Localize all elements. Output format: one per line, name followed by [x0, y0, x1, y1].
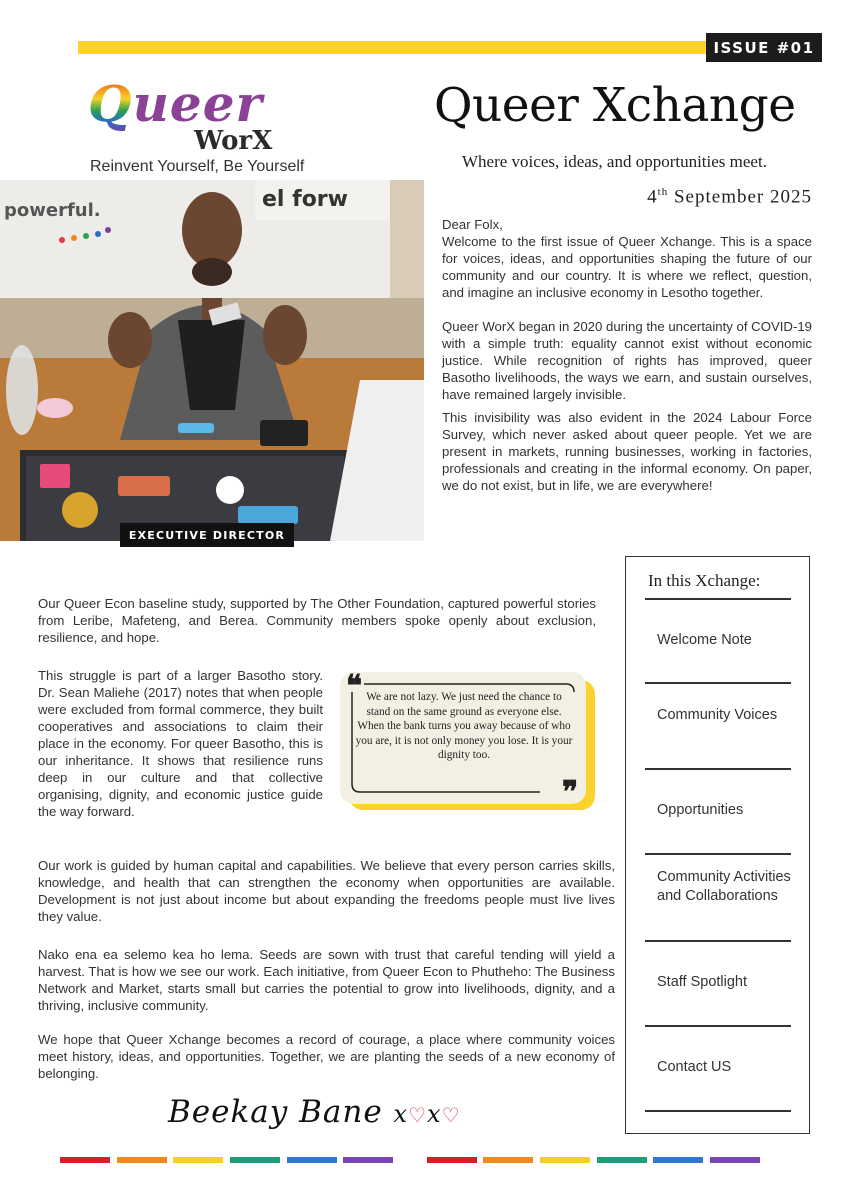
letter-greeting: Dear Folx,	[442, 217, 503, 232]
body-paragraph-8: We hope that Queer Xchange becomes a record of courage, a place where community voices meet history, ideas, and opportunities. Together, we are planting the seeds of a new economy of belonging.	[38, 1032, 615, 1081]
rainbow-stripe-red	[60, 1157, 110, 1163]
toc-divider	[645, 940, 791, 942]
letter-paragraph-1: Welcome to the first issue of Queer Xchange. This is a space for voices, ideas, and opportunities shaping the future of our community and our country. It is where we reflect, question, and imagine an inclusive economy in Lesotho together.	[442, 234, 812, 300]
newsletter-subtitle: Where voices, ideas, and opportunities meet.	[462, 152, 767, 171]
executive-director-photo	[0, 180, 424, 541]
toc-divider	[645, 768, 791, 770]
newsletter-title: Queer Xchange	[434, 78, 796, 133]
pull-quote	[340, 669, 586, 810]
heart-icon: ♡	[441, 1103, 461, 1127]
toc-divider	[645, 598, 791, 600]
queer-worx-logo	[88, 74, 388, 178]
quote-open-icon: ❝	[346, 669, 363, 704]
rainbow-stripe-blue	[287, 1157, 337, 1163]
rainbow-stripe-yellow	[540, 1157, 590, 1163]
logo-worx: WorX	[194, 126, 273, 156]
issue-badge: ISSUE #01	[706, 33, 822, 62]
toc-item-contact-us[interactable]: Contact US	[657, 1059, 732, 1075]
body-paragraph-7: Nako ena ea selemo kea ho lema. Seeds are sown with trust that careful tending will yield a harvest. That is how we see our work. Each initiative, from Queer Econ to Phutheho: The Business Network and Market, starts small but carries the potential to grow into livelihoods, dignity, and a thriving, inclusive community.	[38, 947, 615, 1013]
logo-wordmark: Queer	[88, 74, 263, 133]
rainbow-stripe-green	[597, 1157, 647, 1163]
table-of-contents	[625, 556, 810, 1134]
rainbow-stripe-yellow	[173, 1157, 223, 1163]
svg-text:powerful.: powerful.	[4, 200, 101, 221]
toc-divider	[645, 853, 791, 855]
body-paragraph-4: Our Queer Econ baseline study, supported by The Other Foundation, captured powerful stories from Leribe, Mafeteng, and Berea. Community members spoke openly about exclusion, resilience, and hope.	[38, 596, 596, 645]
toc-divider	[645, 682, 791, 684]
toc-item-community-activities[interactable]: Community Activities and Collaborations	[657, 869, 791, 904]
issue-date: 4th September 2025	[647, 186, 812, 208]
quote-text: We are not lazy. We just need the chance to stand on the same ground as everyone else. When the bank turns you away because of who you are, it is not only money you lose. It is your dignity too.	[355, 691, 573, 761]
toc-divider	[645, 1025, 791, 1027]
photo-caption: EXECUTIVE DIRECTOR	[120, 523, 294, 547]
toc-item-opportunities[interactable]: Opportunities	[657, 802, 744, 818]
svg-text:el forw: el forw	[262, 187, 348, 212]
top-accent-bar	[78, 41, 728, 54]
toc-divider	[645, 1110, 791, 1112]
toc-title: In this Xchange:	[648, 571, 761, 590]
heart-icon: ♡	[408, 1103, 428, 1127]
body-paragraph-6: Our work is guided by human capital and capabilities. We believe that every person carries skills, knowledge, and health that can strengthen the economy when opportunities are available. Development is not just about income but about expanding the freedoms people must live lives they value.	[38, 858, 615, 924]
rainbow-stripe-red	[427, 1157, 477, 1163]
letter-paragraph-2: Queer WorX began in 2020 during the uncertainty of COVID-19 with a simple truth: equality cannot exist without economic justice. While recognition of rights has improved, queer Basotho livelihoods, the ways we earn, and sustain ourselves, have remained largely invisible.	[442, 319, 812, 402]
logo-tagline: Reinvent Yourself, Be Yourself	[90, 158, 305, 175]
quote-close-icon: ❞	[562, 775, 579, 810]
rainbow-stripe-purple	[343, 1157, 393, 1163]
toc-item-welcome-note[interactable]: Welcome Note	[657, 632, 752, 648]
rainbow-stripe-orange	[483, 1157, 533, 1163]
rainbow-stripe-orange	[117, 1157, 167, 1163]
rainbow-stripe-blue	[653, 1157, 703, 1163]
signature: Beekay Bane x♡x♡	[168, 1094, 461, 1130]
letter-paragraph-3: This invisibility was also evident in the 2024 Labour Force Survey, which never asked about queer people. Yet we are present in markets, running businesses, working in factories, professionals and creating in the informal economy. On paper, we do not exist, but in life, we are everywhere!	[442, 410, 812, 493]
rainbow-stripe-green	[230, 1157, 280, 1163]
rainbow-stripe-purple	[710, 1157, 760, 1163]
welcome-letter	[442, 216, 812, 511]
toc-item-staff-spotlight[interactable]: Staff Spotlight	[657, 974, 748, 990]
toc-item-community-voices[interactable]: Community Voices	[657, 707, 778, 723]
body-paragraph-5: This struggle is part of a larger Basotho story. Dr. Sean Maliehe (2017) notes that when people were excluded from formal commerce, they built cooperatives and associations to claim their place in the economy. For queer Basotho, this is our inheritance. It shows that resilience runs deep in our culture and that collective organising, dignity, and economic justice guide the way forward.	[38, 668, 323, 819]
